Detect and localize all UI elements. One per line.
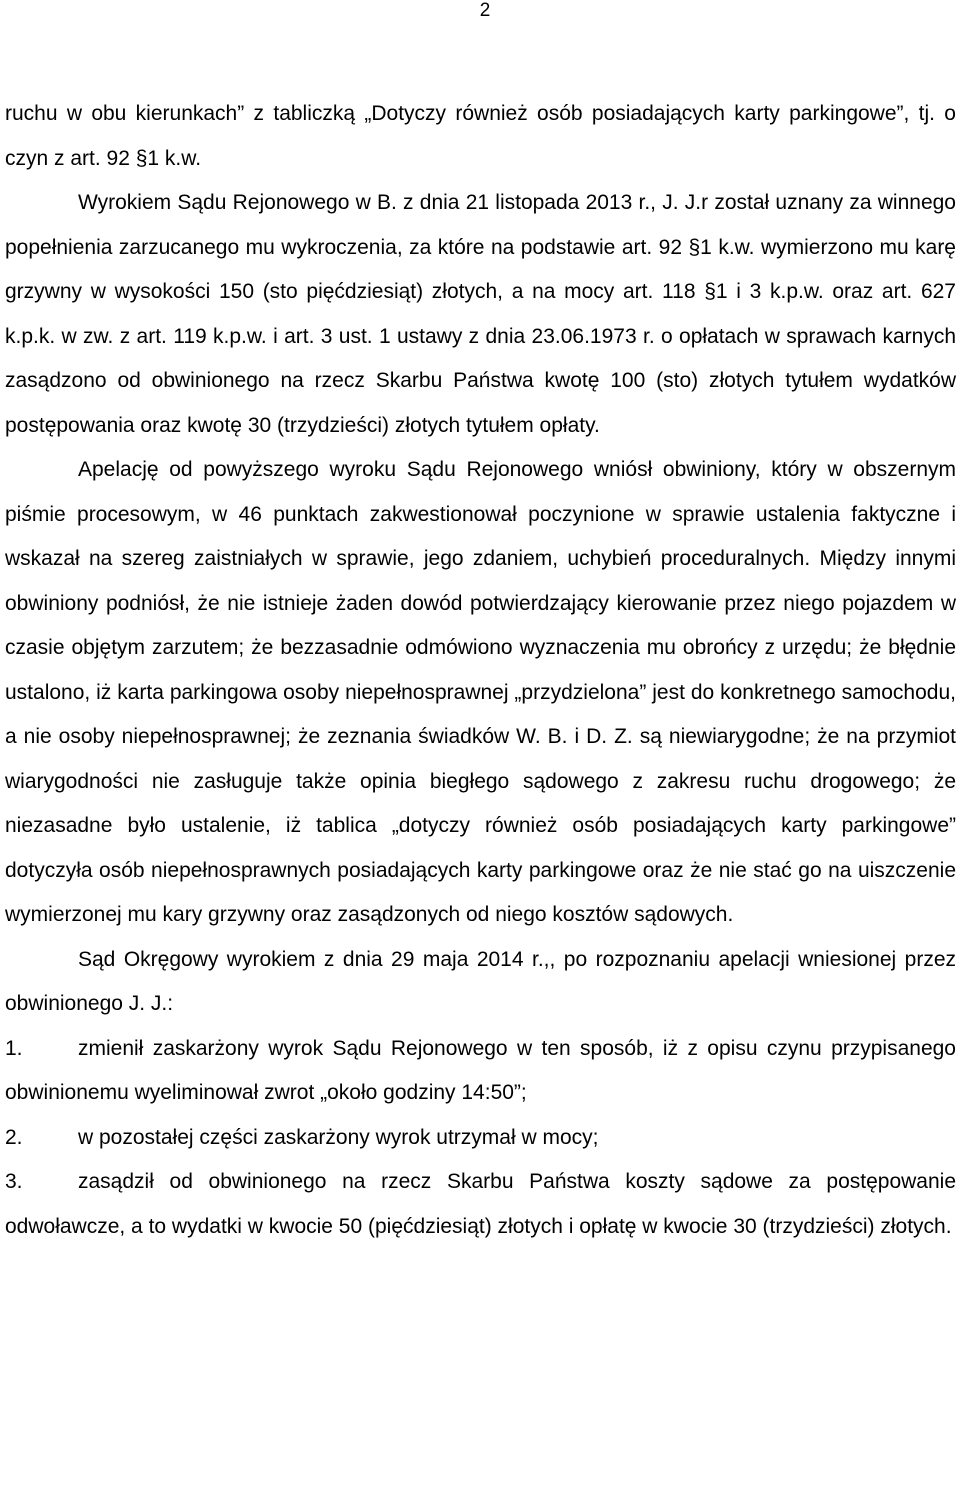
paragraph-judgment-first-instance: Wyrokiem Sądu Rejonowego w B. z dnia 21 listopada 2013 r., J. J.r został uznany za winnego popełnienia zarzucanego mu wykroczenia, za które na podstawie art. 92 §1 k.w. wymierzono mu karę grzywny w wysokości 150 (sto pięćdziesiąt) złotych, a na mocy art. 118 §1 i 3 k.p.w. oraz art. 627 k.p.k. w zw. z art. 119 k.p.w. i art. 3 ust. 1 ustawy z dnia 23.06.1973 r. o opłatach w sprawach karnych zasądzono od obwinionego na rzecz Skarbu Państwa kwotę 100 (sto) złotych tytułem wydatków postępowania oraz kwotę 30 (trzydzieści) złotych tytułem opłaty.: [5, 191, 956, 437]
list-item-number: 3.: [5, 1170, 23, 1193]
paragraph-judgment-second-instance: Sąd Okręgowy wyrokiem z dnia 29 maja 2014 r.,, po rozpoznaniu apelacji wniesionej przez obwinionego J. J.:: [5, 947, 956, 1015]
list-item: [5, 1116, 956, 1161]
list-item: [5, 1160, 956, 1249]
list-item-text: w pozostałej części zaskarżony wyrok utrzymał w mocy;: [78, 1125, 599, 1149]
list-item-text: zasądził od obwinionego na rzecz Skarbu Państwa koszty sądowe za postępowanie odwoławcze, a to wydatki w kwocie 50 (pięćdziesiąt) złotych i opłatę w kwocie 30 (trzydzieści) złotych.: [5, 1170, 956, 1238]
paragraph-appeal: Apelację od powyższego wyroku Sądu Rejonowego wniósł obwiniony, który w obszernym piśmie procesowym, w 46 punktach zakwestionował poczynione w sprawie ustalenia faktyczne i wskazał na szereg zaistniałych w sprawie, jego zdaniem, uchybień proceduralnych. Między innymi obwiniony podniósł, że nie istnieje żaden dowód potwierdzający kierowanie przez niego pojazdem w czasie objętym zarzutem; że bezzasadnie odmówiono wyznaczenia mu obrońcy z urzędu; że błędnie ustalono, iż karta parkingowa osoby niepełnosprawnej „przydzielona” jest do konkretnego samochodu, a nie osoby niepełnosprawnej; że zeznania świadków W. B. i D. Z. są niewiarygodne; że na przymiot wiarygodności nie zasługuje także opinia biegłego sądowego z zakresu ruchu drogowego; że niezasadne było ustalenie, iż tablica „dotyczy również osób posiadających karty parkingowe” dotyczyła osób niepełnosprawnych posiadających karty parkingowe oraz że nie stać go na uiszczenie wymierzonej mu kary grzywny oraz zasądzonych od niego kosztów sądowych.: [5, 458, 956, 926]
list-item-number: 1.: [5, 1036, 23, 1060]
list-item: [5, 1027, 956, 1116]
list-item-number: 2.: [5, 1125, 23, 1149]
list-item-text: zmienił zaskarżony wyrok Sądu Rejonowego w ten sposób, iż z opisu czynu przypisanego obwinionemu wyeliminował zwrot „około godziny 14:50”;: [5, 1036, 956, 1104]
document-body: [5, 92, 956, 1249]
paragraph-continuation: ruchu w obu kierunkach” z tabliczką „Dotyczy również osób posiadających karty parkingowe”, tj. o czyn z art. 92 §1 k.w.: [5, 102, 956, 170]
page-number: 2: [479, 0, 491, 21]
